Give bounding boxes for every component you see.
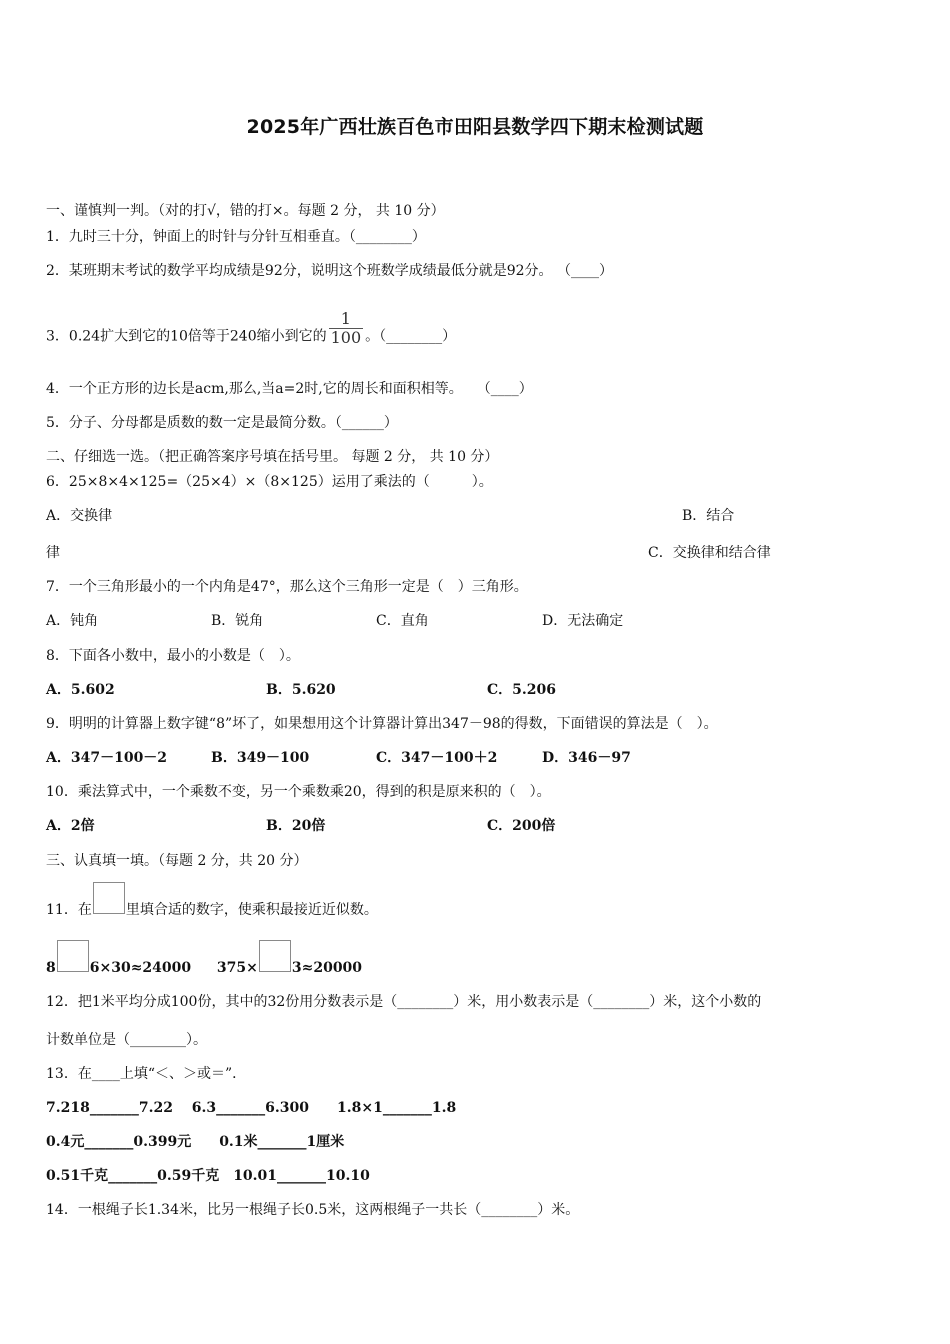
question-8-option-b: B．5.620 — [266, 682, 336, 698]
expression-1-rest: 6×30≈24000 — [89, 960, 192, 976]
fraction-denominator: 100 — [330, 328, 362, 347]
question-3-text: 3．0.24扩大到它的10倍等于240缩小到它的 — [46, 328, 327, 345]
fraction — [329, 310, 364, 347]
question-1: 1．九时三十分，钟面上的时针与分针互相垂直。（________） — [46, 229, 426, 245]
question-11-suffix: 里填合适的数字，使乘积最接近近似数。 — [125, 902, 378, 918]
question-13-row-1: 7.218_______7.22 6.3_______6.300 1.8×1_______1.8 — [46, 1100, 457, 1116]
question-10-option-b: B．20倍 — [266, 818, 326, 834]
section1-heading: 一、谨慎判一判。（对的打√，错的打×。每题 2 分， 共 10 分） — [46, 203, 445, 219]
question-8-stem: 8．下面各小数中，最小的小数是（ ）。 — [46, 648, 300, 664]
question-11-stem — [46, 888, 378, 920]
question-3-blank: 。（________） — [365, 328, 457, 345]
section2-heading: 二、仔细选一选。（把正确答案序号填在括号里。 每题 2 分， 共 10 分） — [46, 449, 499, 465]
page-title: 2025年广西壮族百色市田阳县数学四下期末检测试题 — [246, 116, 704, 138]
question-10-option-c: C．200倍 — [487, 818, 556, 834]
question-7-option-d: D．无法确定 — [542, 613, 624, 629]
question-8-option-a: A．5.602 — [46, 682, 115, 698]
question-5: 5．分子、分母都是质数的数一定是最简分数。（______） — [46, 415, 398, 431]
question-10-stem: 10．乘法算式中，一个乘数不变，另一个乘数乘20，得到的积是原来积的（ ）。 — [46, 784, 551, 800]
expression-1-digit: 8 — [46, 960, 56, 976]
question-7-stem: 7．一个三角形最小的一个内角是47°，那么这个三角形一定是（ ）三角形。 — [46, 579, 528, 595]
question-3 — [46, 309, 457, 355]
question-10-option-a: A．2倍 — [46, 818, 95, 834]
question-13-row-2: 0.4元_______0.399元 0.1米_______1厘米 — [46, 1134, 345, 1150]
question-11-expressions — [46, 946, 362, 978]
question-6-option-b: B．结合 — [682, 508, 735, 524]
question-4: 4．一个正方形的边长是acm,那么,当a=2时,它的周长和面积相等。 （____） — [46, 381, 533, 397]
question-2: 2．某班期末考试的数学平均成绩是92分，说明这个班数学成绩最低分就是92分。 （____） — [46, 263, 613, 279]
expression-2-prefix: 375× — [216, 960, 258, 976]
question-7-option-a: A．钝角 — [46, 613, 99, 629]
question-9-stem: 9．明明的计算器上数字键“8”坏了，如果想用这个计算器计算出347－98的得数，下面错误的算法是（ ）。 — [46, 716, 718, 732]
question-9-option-b: B．349－100 — [211, 750, 310, 766]
answer-box — [93, 882, 125, 914]
section3-heading: 三、认真填一填。（每题 2 分，共 20 分） — [46, 853, 308, 869]
expression-2-rest: 3≈20000 — [291, 960, 363, 976]
question-6-stem: 6．25×8×4×125=（25×4）×（8×125）运用了乘法的（ ）。 — [46, 474, 493, 490]
question-6-option-c: C．交换律和结合律 — [648, 545, 771, 561]
question-14: 14．一根绳子长1.34米，比另一根绳子长0.5米，这两根绳子一共长（________）米。 — [46, 1202, 580, 1218]
question-6-option-a: A．交换律 — [46, 508, 113, 524]
question-9-option-d: D．346－97 — [542, 750, 631, 766]
question-8-option-c: C．5.206 — [487, 682, 556, 698]
answer-box — [57, 940, 89, 972]
answer-box — [259, 940, 291, 972]
question-7-option-c: C．直角 — [376, 613, 429, 629]
question-6-option-b-wrap: 律 — [46, 545, 60, 561]
question-13-stem: 13．在____上填“＜、＞或＝”． — [46, 1066, 247, 1082]
question-7-option-b: B．锐角 — [211, 613, 264, 629]
question-12-line-2: 计数单位是（________）。 — [46, 1032, 207, 1048]
question-9-option-c: C．347－100＋2 — [376, 750, 498, 766]
fraction-numerator: 1 — [329, 310, 364, 329]
question-13-row-3: 0.51千克_______0.59千克 10.01_______10.10 — [46, 1168, 370, 1184]
question-11-prefix: 11．在 — [46, 902, 92, 918]
question-12-line-1: 12．把1米平均分成100份，其中的32份用分数表示是（________）米，用小数表示是（________）米，这个小数的 — [46, 994, 762, 1010]
question-9-option-a: A．347－100－2 — [46, 750, 168, 766]
